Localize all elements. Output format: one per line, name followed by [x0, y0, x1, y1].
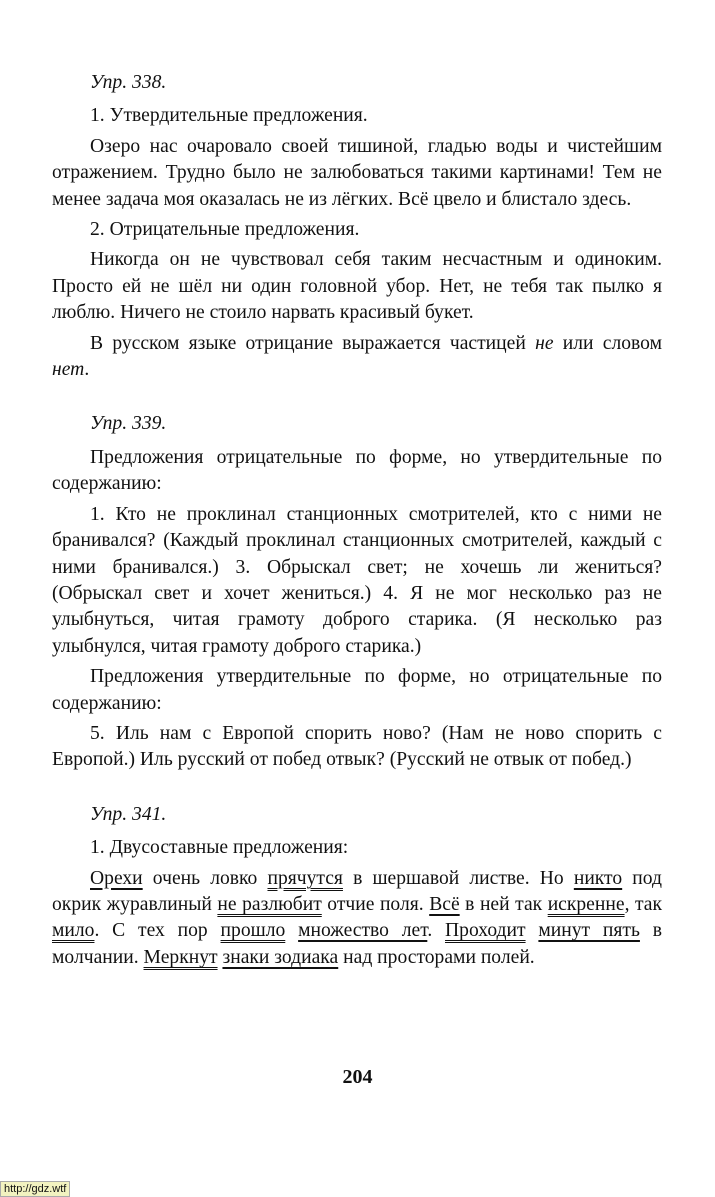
exercise-section — [52, 411, 662, 773]
text-segment — [285, 920, 298, 941]
subject-word: множество лет — [298, 920, 428, 942]
predicate-word: Проходит — [445, 920, 526, 942]
text-segment: Предложения отрицательные по форме, но утвердительные по содержанию: — [52, 446, 662, 495]
exercise-heading: Упр. 341. — [90, 803, 167, 825]
predicate-word: Меркнут — [143, 946, 218, 968]
text-segment: 1. Утвердительные предложения. — [90, 105, 368, 127]
watermark-link[interactable]: http://gdz.wtf — [0, 1181, 70, 1197]
text-segment: 2. Отрицательные предложения. — [90, 219, 360, 241]
paragraph — [52, 664, 662, 717]
predicate-word: искренне — [547, 893, 625, 915]
paragraph — [52, 217, 662, 243]
text-segment: 1. Кто не проклинал станционных смотрителей, кто с ними не бранивался? (Каждый проклинал станционных смотрителей, каждый с ними бранивался.) 3. Обрыскал свет; не хочешь ли жениться? (Обрыскал свет и хочет жениться.) 4. Я не мог несколько раз не улыбнуться, читая грамоту доброго старика. (Я несколько раз улыбнулся, читая грамоту доброго старика.) — [52, 503, 662, 657]
page-number: 204 — [342, 1066, 373, 1088]
subject-word: Всё — [429, 893, 460, 915]
predicate-word: не разлюбит — [217, 893, 322, 915]
subject-word: никто — [573, 867, 623, 889]
exercise-section — [52, 70, 662, 383]
text-segment: или словом — [553, 332, 662, 354]
subject-word: знаки зодиака — [222, 946, 339, 968]
text-segment: в молчании. — [52, 920, 662, 968]
text-segment: Предложения утвердительные по форме, но отрицательные по содержанию: — [52, 666, 662, 714]
text-segment: . — [427, 920, 446, 942]
paragraph — [52, 103, 662, 129]
paragraph — [52, 331, 662, 384]
predicate-word: прячутся — [267, 867, 343, 889]
text-segment: нет — [52, 359, 85, 381]
text-segment — [526, 920, 539, 941]
document-body — [52, 70, 662, 999]
text-segment: в шершавой листве. Но — [342, 867, 574, 889]
subject-word: Орехи — [90, 867, 143, 889]
text-segment: , так — [624, 893, 662, 915]
text-segment: очень ловко — [142, 867, 268, 889]
exercise-heading: Упр. 338. — [90, 72, 167, 93]
predicate-word: прошло — [220, 920, 286, 942]
text-segment: в ней так — [459, 893, 548, 915]
text-segment: Озеро нас очаровало своей тишиной, гладью воды и чистейшим отражением. Трудно было не залюбоваться такими картинами! Тем не менее задача моя оказалась не из лёгких. Всё цвело и блистало здесь. — [52, 135, 662, 210]
text-segment: под окрик журавлиный — [52, 867, 662, 915]
exercise-heading: Упр. 339. — [90, 413, 167, 435]
text-segment: 1. Двусоставные предложения: — [90, 837, 349, 859]
paragraph — [52, 247, 662, 326]
text-segment: над просторами полей. — [338, 946, 535, 968]
exercise-section — [52, 802, 662, 971]
text-segment: . С тех пор — [94, 920, 221, 942]
text-segment: . — [84, 359, 90, 381]
text-segment: 5. Иль нам с Европой спорить ново? (Нам не ново спорить с Европой.) Иль русский от побед отвык? (Русский не отвык от побед.) — [52, 722, 662, 771]
subject-word: минут пять — [538, 920, 640, 942]
paragraph — [52, 445, 662, 498]
paragraph — [52, 835, 662, 861]
paragraph — [52, 721, 662, 774]
text-segment: не — [535, 332, 554, 354]
predicate-word: мило — [52, 920, 95, 942]
text-segment: отчие поля. — [321, 893, 430, 915]
paragraph — [52, 866, 662, 972]
text-segment: Никогда он не чувствовал себя таким несчастным и одиноким. Просто ей не шёл ни один головной убор. Нет, не тебя так пылко я люблю. Ничего не стоило нарвать красивый букет. — [52, 249, 662, 324]
text-segment: В русском языке отрицание выражается частицей — [90, 332, 536, 354]
paragraph — [52, 502, 662, 660]
paragraph — [52, 134, 662, 213]
